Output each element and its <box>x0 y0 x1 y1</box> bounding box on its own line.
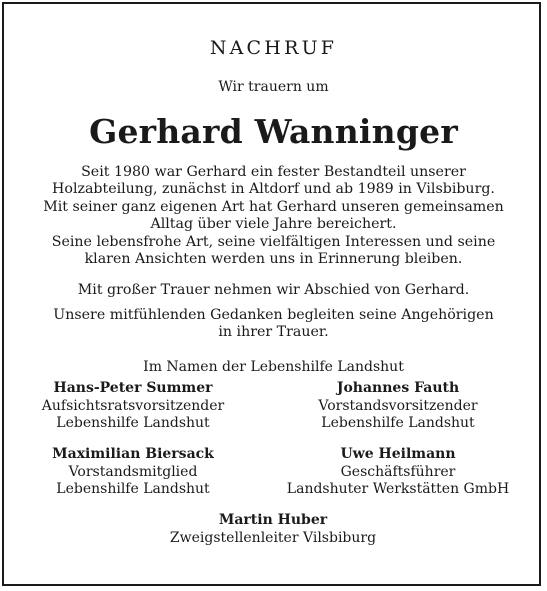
deceased-name: Gerhard Wanninger <box>89 112 458 151</box>
signer-name: Martin Huber <box>218 512 328 528</box>
intro-line: Wir trauern um <box>218 79 329 95</box>
condolence-line: in ihrer Trauer. <box>218 324 329 341</box>
signer-organization: Lebenshilfe Landshut <box>56 481 210 497</box>
signer-role: Aufsichtsratsvorsitzender <box>41 397 225 414</box>
tribute-line: klaren Ansichten werden uns in Erinnerung bleiben. <box>84 251 463 268</box>
signer-block <box>278 380 518 433</box>
condolence-line: Unsere mitfühlenden Gedanken begleiten seine Angehörigen <box>53 307 494 323</box>
tribute-line: Seine lebensfrohe Art, seine vielfältigen Interessen und seine <box>51 233 496 250</box>
signer-block <box>278 446 518 499</box>
organization-line: Im Namen der Lebenshilfe Landshut <box>143 359 404 375</box>
signer-name: Hans-Peter Summer <box>53 380 213 396</box>
tribute-line: Holzabteilung, zunächst in Altdorf und ab 1989 in Vilsbiburg. <box>52 181 495 198</box>
signer-role: Vorstandsvorsitzender <box>318 397 478 414</box>
signer-name: Uwe Heilmann <box>340 446 456 462</box>
signer-organization: Lebenshilfe Landshut <box>321 415 475 431</box>
tribute-line: Seit 1980 war Gerhard ein fester Bestandteil unserer <box>81 164 466 180</box>
signer-name: Maximilian Biersack <box>52 446 214 462</box>
tribute-paragraph <box>20 164 527 268</box>
signer-organization: Lebenshilfe Landshut <box>56 415 210 431</box>
signer-role: Geschäftsführer <box>340 463 456 480</box>
notice-heading: NACHRUF <box>209 37 338 59</box>
signer-block <box>153 512 393 547</box>
farewell-line: Mit großer Trauer nehmen wir Abschied von Gerhard. <box>77 282 470 298</box>
tribute-line: Alltag über viele Jahre bereichert. <box>150 216 397 233</box>
signer-block <box>13 380 253 433</box>
signer-role: Vorstandsmitglied <box>68 463 198 480</box>
signer-name: Johannes Fauth <box>336 380 460 396</box>
signer-block <box>13 446 253 499</box>
signer-organization: Landshuter Werkstätten GmbH <box>286 481 510 497</box>
condolence-paragraph <box>20 307 527 342</box>
tribute-line: Mit seiner ganz eigenen Art hat Gerhard unseren gemeinsamen <box>43 198 504 215</box>
signer-role: Zweigstellenleiter Vilsbiburg <box>169 529 377 546</box>
